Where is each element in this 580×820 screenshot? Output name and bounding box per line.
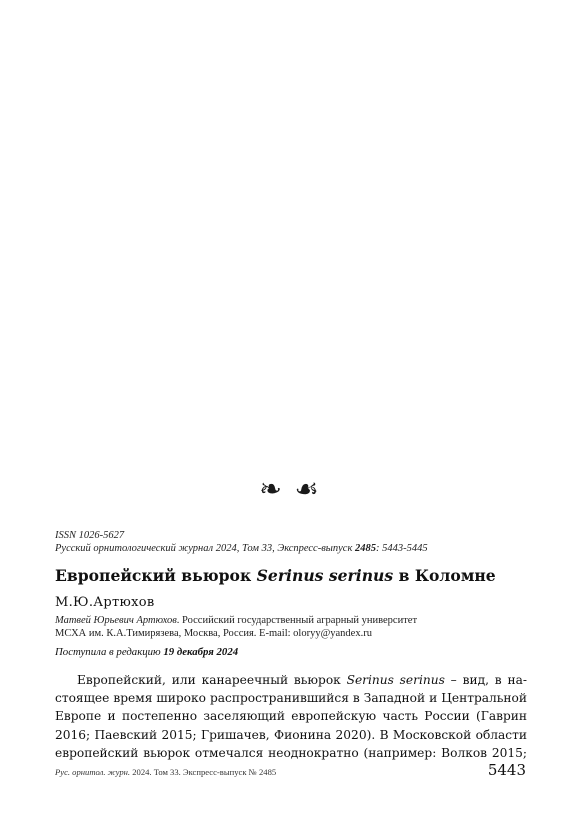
- issue-number: 2485: [355, 542, 376, 554]
- section-ornament: ❧ ☙: [259, 474, 321, 505]
- body-line: [55, 671, 527, 689]
- author-affiliation: [55, 615, 417, 641]
- received-date: [55, 646, 238, 658]
- author-name: М.Ю.Артюхов: [55, 595, 155, 610]
- body-text-segment: – вид, в на-: [444, 673, 527, 687]
- affiliation-line-1: [55, 615, 417, 628]
- journal-line: Русский орнитологический журнал 2024, Том 33, Экспресс-выпуск: [55, 542, 355, 554]
- footer-journal-abbr: Рус. орнитол. журн.: [55, 767, 131, 777]
- issn: ISSN 1026-5627: [55, 530, 125, 541]
- body-line: 2016; Паевский 2015; Гришачев, Фионина 2020). В Московской области: [55, 727, 527, 742]
- affiliation-line-2: МСХА им. К.А.Тимирязева, Москва, Россия. E-mail: oloryy@yandex.ru: [55, 627, 372, 639]
- received-date-value: 19 декабря 2024: [163, 646, 239, 658]
- body-species: Serinus serinus: [346, 673, 445, 687]
- title-location: в Коломне: [393, 566, 496, 585]
- received-label: Поступила в редакцию: [55, 646, 164, 658]
- article-title: [55, 566, 496, 586]
- journal-meta: [55, 530, 428, 555]
- affiliation-full-name: Матвей Юрьевич Артюхов: [55, 615, 177, 626]
- page-range: : 5443-5445: [376, 542, 428, 554]
- title-text: Европейский вьюрок: [55, 566, 257, 585]
- affiliation-institution: . Российский государственный аграрный университет: [176, 615, 418, 626]
- page-number: 5443: [487, 761, 526, 779]
- footer-citation: [55, 767, 276, 777]
- body-line: европейский вьюрок отмечался неоднократно (например: Волков 2015;: [55, 745, 527, 760]
- body-line: Европе и постепенно заселяющий европейскую часть России (Гаврин: [55, 709, 527, 724]
- footer-issue: 2024. Том 33. Экспресс-выпуск № 2485: [130, 767, 277, 777]
- journal-citation: [55, 543, 428, 556]
- body-line: стоящее время широко распространившийся в Западной и Центральной: [55, 691, 527, 706]
- body-text-segment: Европейский, или канареечный вьюрок: [77, 673, 347, 687]
- title-species: Serinus serinus: [256, 566, 394, 585]
- article-body: [55, 671, 527, 762]
